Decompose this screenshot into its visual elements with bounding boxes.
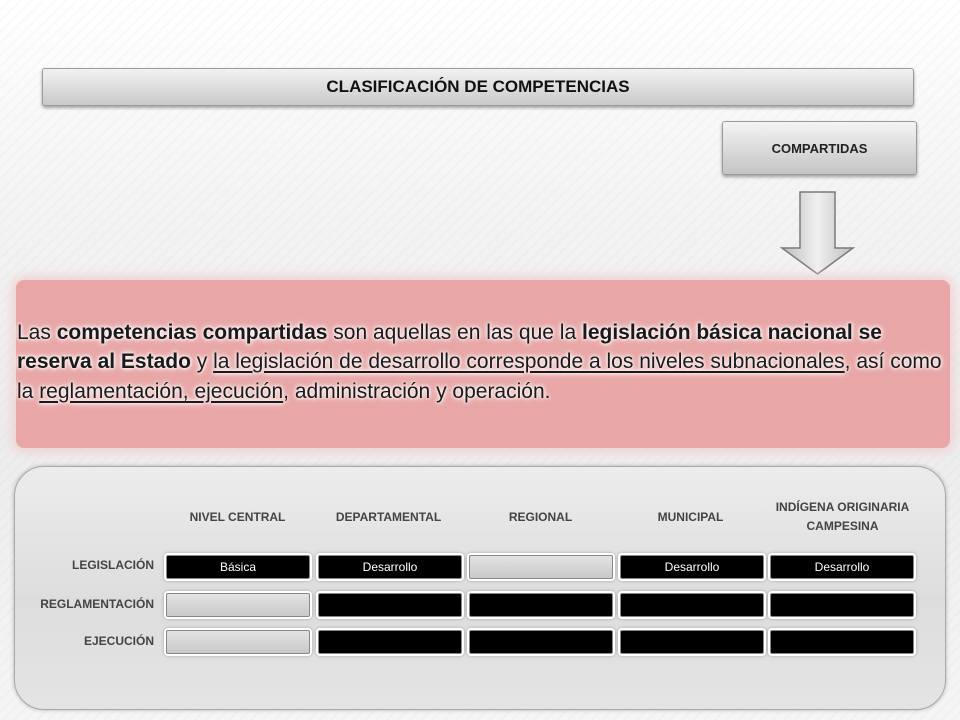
cell-filled: Desarrollo: [318, 555, 462, 579]
down-arrow-icon: [780, 190, 855, 276]
column-header-regional: REGIONAL: [508, 510, 573, 524]
cell-filled: Desarrollo: [620, 555, 764, 579]
column-header-indigena: INDÍGENA ORIGINARIA CAMPESINA: [775, 500, 910, 533]
row-header-legislacion: LEGISLACIÓN: [71, 558, 154, 572]
text-run: Las: [17, 321, 57, 344]
highlight-basic-legislation: legislación básica nacional se reserva al Estado: [17, 321, 882, 374]
column-header-departamental: DEPARTAMENTAL: [335, 510, 442, 524]
cell-filled: Básica: [166, 555, 310, 579]
cell-filled: [318, 630, 462, 654]
underline-regulation-execution: reglamentación, ejecución: [39, 379, 284, 403]
cell-filled: [469, 630, 613, 654]
cell-filled: [770, 593, 914, 617]
column-header-municipal: MUNICIPAL: [657, 510, 724, 524]
row-header-ejecucion: EJECUCIÓN: [83, 634, 154, 648]
cell-filled: [469, 593, 613, 617]
text-run: y: [190, 350, 214, 374]
cell-filled: [620, 630, 764, 654]
cell-filled: [770, 630, 914, 654]
highlight-shared-competencies: competencias compartidas: [56, 321, 328, 344]
underline-development-legislation: la legislación de desarrollo corresponde a los niveles subnacionales: [213, 350, 845, 374]
text-run: , administración y operación.: [283, 379, 551, 403]
row-header-reglamentacion: REGLAMENTACIÓN: [40, 597, 154, 611]
definition-text: [17, 318, 942, 406]
cell-empty: [166, 593, 310, 617]
category-label: COMPARTIDAS: [722, 121, 917, 175]
text-run: son aquellas en las que la: [327, 321, 582, 344]
column-header-nivel-central: NIVEL CENTRAL: [189, 510, 286, 524]
page-title: CLASIFICACIÓN DE COMPETENCIAS: [42, 68, 914, 106]
cell-filled: [620, 593, 764, 617]
cell-empty: [469, 555, 613, 579]
cell-filled: [318, 593, 462, 617]
cell-filled: Desarrollo: [770, 555, 914, 579]
text-run: , así como la: [17, 350, 942, 403]
cell-empty: [166, 630, 310, 654]
